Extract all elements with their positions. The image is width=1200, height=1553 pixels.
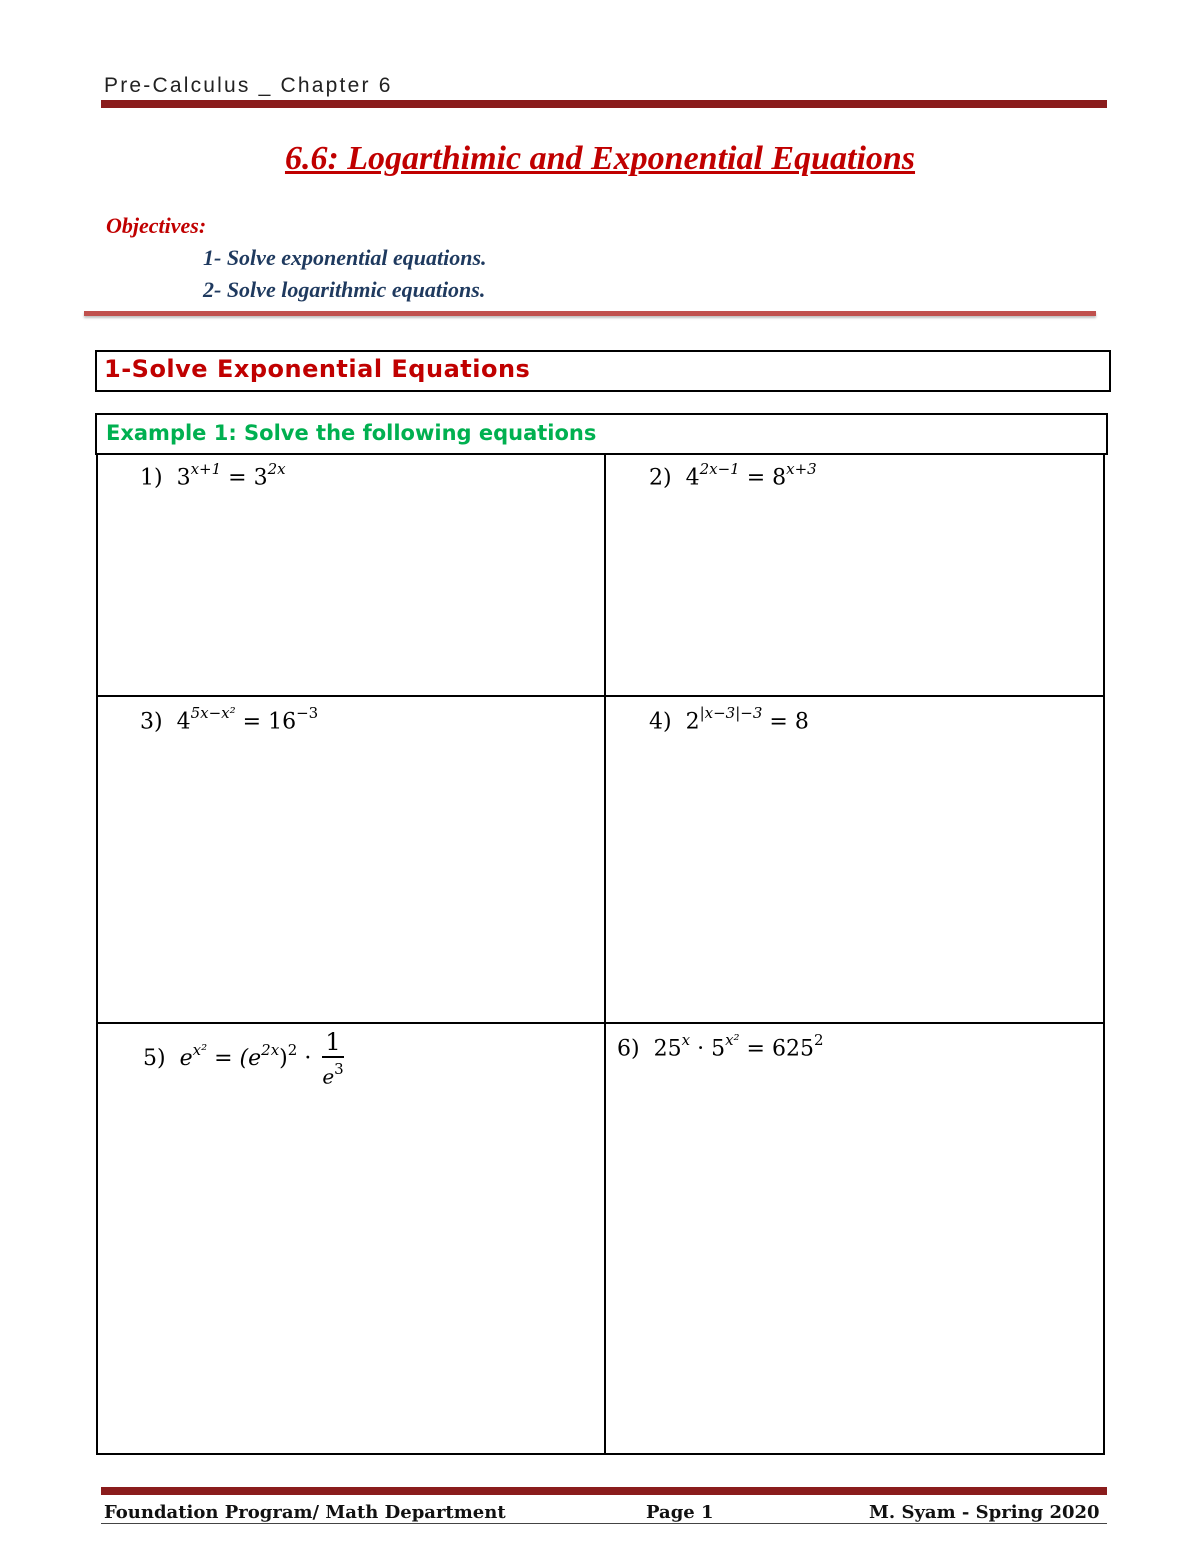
base: 16 (268, 709, 297, 735)
section-title: 1-Solve Exponential Equations (104, 355, 531, 383)
close-paren: ) (279, 1045, 288, 1071)
footer-author: M. Syam - Spring 2020 (869, 1502, 1100, 1523)
exponent: 2 (287, 1040, 298, 1059)
objective-item: 2- Solve logarithmic equations. (203, 277, 486, 302)
fraction (322, 1028, 343, 1090)
exponent: 2x (261, 1040, 280, 1059)
objectives-label: Objectives: (106, 213, 207, 238)
multiply-dot: · (697, 1036, 705, 1062)
equals-sign: = (228, 465, 247, 491)
objectives-divider (84, 311, 1096, 316)
problem-number: 4) (649, 709, 672, 735)
base: e (179, 1045, 193, 1071)
base: 4 (685, 465, 700, 491)
base: e (322, 1064, 335, 1089)
equals-sign: = (242, 709, 262, 735)
problem-6 (617, 1033, 824, 1061)
example-title: Example 1: Solve the following equations (106, 421, 597, 445)
exponent: 3 (334, 1060, 344, 1078)
exponent: x² (725, 1031, 740, 1049)
exponent: 5x−x² (190, 704, 236, 722)
base: 625 (771, 1036, 814, 1062)
base: 5 (711, 1036, 726, 1062)
base: 25 (653, 1036, 682, 1062)
exponent: x (681, 1031, 691, 1049)
exponent: x² (192, 1040, 208, 1059)
problem-number: 2) (649, 465, 672, 491)
exponent: 2 (813, 1031, 824, 1049)
equals-sign: = (746, 465, 766, 491)
equals-eight: = 8 (769, 709, 809, 735)
equals-sign: = (746, 1036, 765, 1062)
objective-item: 1- Solve exponential equations. (203, 245, 487, 270)
grid-row-divider (96, 695, 1105, 697)
exponent: −3 (296, 704, 319, 722)
problem-number: 1) (140, 465, 163, 491)
footer-department: Foundation Program/ Math Department (104, 1502, 506, 1523)
base: 3 (253, 465, 268, 491)
page-number: Page 1 (646, 1502, 714, 1523)
footer-divider (101, 1487, 1107, 1495)
base: 3 (176, 465, 191, 491)
problem-5 (143, 1028, 344, 1090)
problem-1 (140, 462, 286, 490)
multiply-dot: · (304, 1045, 312, 1071)
base: 4 (176, 709, 191, 735)
base: (e (239, 1045, 262, 1071)
footer-underline (101, 1523, 1107, 1524)
exponent: x+3 (786, 460, 817, 478)
page-title: 6.6: Logarthimic and Exponential Equations (284, 140, 916, 177)
base: 8 (772, 465, 787, 491)
equals-sign: = (214, 1045, 233, 1071)
grid-column-divider (604, 453, 606, 1455)
course-header: Pre-Calculus _ Chapter 6 (104, 74, 393, 97)
grid-row-divider (96, 1022, 1105, 1024)
exponent: 2x−1 (699, 460, 740, 478)
problem-number: 3) (140, 709, 163, 735)
problem-3 (140, 706, 318, 734)
problem-number: 5) (143, 1045, 166, 1071)
fraction-numerator: 1 (322, 1028, 343, 1058)
header-divider (101, 100, 1107, 108)
problem-2 (649, 462, 817, 490)
exponent: x+1 (190, 460, 222, 478)
fraction-denominator (322, 1058, 343, 1090)
exponent: |x−3|−3 (699, 704, 763, 722)
base: 2 (685, 709, 700, 735)
problem-4 (649, 706, 809, 734)
problem-number: 6) (617, 1036, 640, 1062)
exponent: 2x (267, 460, 286, 478)
problem-grid (96, 453, 1105, 1455)
